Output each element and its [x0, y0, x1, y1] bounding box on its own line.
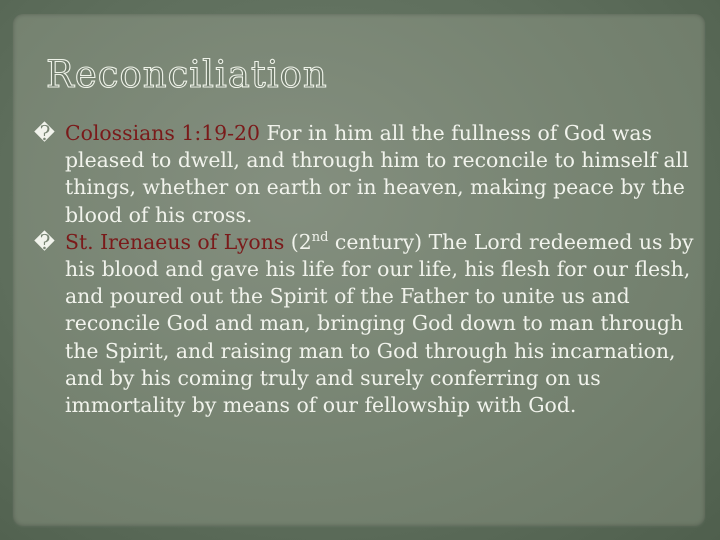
ordinal-superscript: nd	[311, 230, 329, 246]
author-reference: St. Irenaeus of Lyons	[65, 229, 285, 254]
bullet-paragraph	[34, 229, 704, 419]
bullet-paragraph	[34, 120, 704, 229]
bullet-icon: �	[34, 229, 55, 254]
scripture-reference: Colossians 1:19-20	[65, 121, 260, 145]
slide-body	[34, 120, 704, 419]
bullet-icon: �	[34, 121, 55, 145]
bullet-text-prefix: (2	[284, 229, 312, 254]
bullet-text: For in him all the fullness of God was pleased to dwell, and through him to reconcile to himself all things, whether on earth or in heaven, making peace by the blood of his cross.	[65, 121, 689, 227]
bullet-text: century) The Lord redeemed us by his blood and gave his life for our life, his flesh for our flesh, and poured out the Spirit of the Father to unite us and reconcile God and man, bringing God down to man through the Spirit, and raising man to God through his incarnation, and by his coming truly and surely conferring on us immortality by means of our fellowship with God.	[65, 229, 694, 418]
slide-title: Reconciliation	[46, 53, 328, 96]
